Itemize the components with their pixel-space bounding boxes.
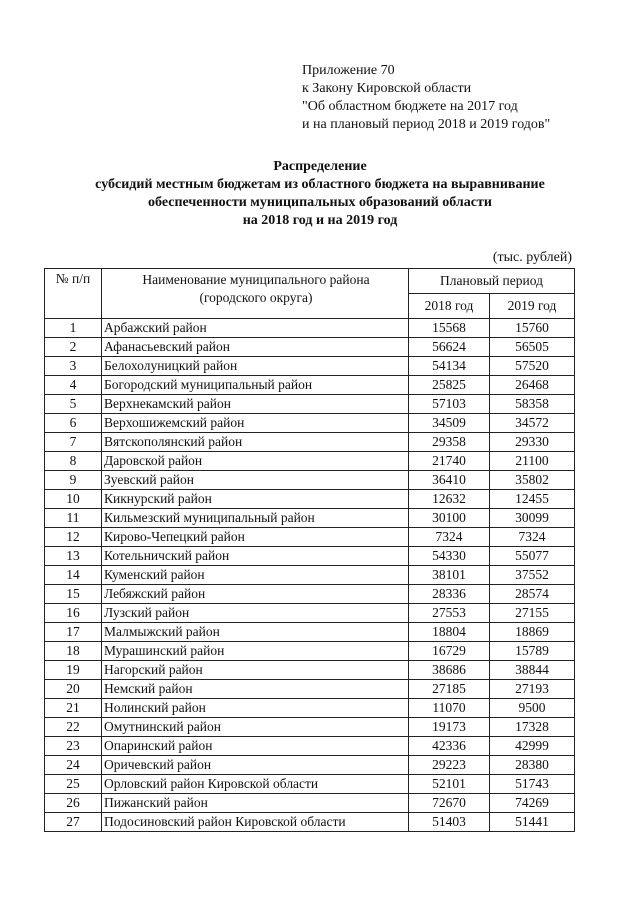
row-2019: 12455 — [490, 490, 575, 509]
subsidy-table — [44, 268, 575, 832]
appendix-line: и на плановый период 2018 и 2019 годов" — [302, 117, 551, 132]
row-name: Кирово-Чепецкий район — [102, 528, 409, 547]
appendix-line: "Об областном бюджете на 2017 год — [302, 99, 518, 114]
row-2018: 28336 — [409, 585, 490, 604]
row-2018: 25825 — [409, 376, 490, 395]
row-2018: 34509 — [409, 414, 490, 433]
row-name: Кильмезский муниципальный район — [102, 509, 409, 528]
title-line: Распределение — [273, 159, 367, 174]
appendix-block — [302, 62, 550, 134]
table-row — [45, 794, 575, 813]
table-row — [45, 775, 575, 794]
table-row — [45, 756, 575, 775]
row-name: Вятскополянский район — [102, 433, 409, 452]
row-2018: 54330 — [409, 547, 490, 566]
row-num: 7 — [45, 433, 102, 452]
row-num: 1 — [45, 319, 102, 338]
row-2019: 28574 — [490, 585, 575, 604]
table-row — [45, 813, 575, 832]
row-name: Куменский район — [102, 566, 409, 585]
row-2019: 57520 — [490, 357, 575, 376]
row-2019: 38844 — [490, 661, 575, 680]
title-line: обеспеченности муниципальных образований области — [148, 195, 492, 210]
row-num: 22 — [45, 718, 102, 737]
table-row — [45, 699, 575, 718]
row-2018: 21740 — [409, 452, 490, 471]
row-name: Орловский район Кировской области — [102, 775, 409, 794]
row-num: 17 — [45, 623, 102, 642]
row-2018: 27553 — [409, 604, 490, 623]
header-name-line1: Наименование муниципального района — [142, 272, 370, 287]
row-2018: 54134 — [409, 357, 490, 376]
row-num: 4 — [45, 376, 102, 395]
table-row — [45, 566, 575, 585]
row-name: Пижанский район — [102, 794, 409, 813]
row-name: Белохолуницкий район — [102, 357, 409, 376]
row-name: Омутнинский район — [102, 718, 409, 737]
row-name: Лебяжский район — [102, 585, 409, 604]
row-name: Нагорский район — [102, 661, 409, 680]
row-2019: 21100 — [490, 452, 575, 471]
row-num: 6 — [45, 414, 102, 433]
row-num: 8 — [45, 452, 102, 471]
header-num: № п/п — [45, 269, 102, 319]
row-num: 5 — [45, 395, 102, 414]
row-2019: 51441 — [490, 813, 575, 832]
row-num: 24 — [45, 756, 102, 775]
row-name: Малмыжский район — [102, 623, 409, 642]
row-2019: 15760 — [490, 319, 575, 338]
appendix-line: Приложение 70 — [302, 63, 395, 78]
table-row — [45, 490, 575, 509]
row-name: Арбажский район — [102, 319, 409, 338]
row-2019: 26468 — [490, 376, 575, 395]
table-row — [45, 547, 575, 566]
header-2019: 2019 год — [490, 294, 575, 319]
table-row — [45, 395, 575, 414]
title-line: субсидий местным бюджетам из областного бюджета на выравнивание — [95, 177, 545, 192]
row-2018: 57103 — [409, 395, 490, 414]
row-2018: 29223 — [409, 756, 490, 775]
row-name: Подосиновский район Кировской области — [102, 813, 409, 832]
row-2018: 38101 — [409, 566, 490, 585]
row-num: 14 — [45, 566, 102, 585]
header-name-line2: (городского округа) — [199, 290, 313, 305]
row-2019: 9500 — [490, 699, 575, 718]
row-num: 27 — [45, 813, 102, 832]
row-2019: 35802 — [490, 471, 575, 490]
row-num: 13 — [45, 547, 102, 566]
row-name: Афанасьевский район — [102, 338, 409, 357]
row-num: 15 — [45, 585, 102, 604]
row-2018: 19173 — [409, 718, 490, 737]
row-2018: 12632 — [409, 490, 490, 509]
table-row — [45, 528, 575, 547]
row-2019: 51743 — [490, 775, 575, 794]
row-name: Богородский муниципальный район — [102, 376, 409, 395]
row-name: Опаринский район — [102, 737, 409, 756]
header-2018: 2018 год — [409, 294, 490, 319]
row-2018: 72670 — [409, 794, 490, 813]
row-num: 16 — [45, 604, 102, 623]
row-2019: 37552 — [490, 566, 575, 585]
row-name: Верхошижемский район — [102, 414, 409, 433]
row-2018: 30100 — [409, 509, 490, 528]
row-2019: 55077 — [490, 547, 575, 566]
appendix-line: к Закону Кировской области — [302, 81, 472, 96]
table-row — [45, 642, 575, 661]
row-2018: 16729 — [409, 642, 490, 661]
row-2019: 29330 — [490, 433, 575, 452]
row-2018: 29358 — [409, 433, 490, 452]
table-row — [45, 433, 575, 452]
table-row — [45, 452, 575, 471]
table-row — [45, 623, 575, 642]
row-num: 23 — [45, 737, 102, 756]
table-row — [45, 737, 575, 756]
row-num: 26 — [45, 794, 102, 813]
table-body — [45, 319, 575, 832]
row-2019: 15789 — [490, 642, 575, 661]
row-2018: 7324 — [409, 528, 490, 547]
row-2019: 56505 — [490, 338, 575, 357]
row-2019: 34572 — [490, 414, 575, 433]
row-name: Оричевский район — [102, 756, 409, 775]
table-row — [45, 319, 575, 338]
row-name: Нолинский район — [102, 699, 409, 718]
table-row — [45, 718, 575, 737]
row-2018: 36410 — [409, 471, 490, 490]
row-name: Мурашинский район — [102, 642, 409, 661]
table-row — [45, 585, 575, 604]
table-row — [45, 414, 575, 433]
row-2019: 74269 — [490, 794, 575, 813]
row-num: 11 — [45, 509, 102, 528]
row-num: 10 — [45, 490, 102, 509]
row-2018: 38686 — [409, 661, 490, 680]
row-num: 21 — [45, 699, 102, 718]
row-name: Котельничский район — [102, 547, 409, 566]
row-num: 19 — [45, 661, 102, 680]
document-title — [30, 158, 610, 230]
table-row — [45, 357, 575, 376]
row-2018: 27185 — [409, 680, 490, 699]
row-2019: 7324 — [490, 528, 575, 547]
header-name — [102, 269, 409, 319]
row-2019: 30099 — [490, 509, 575, 528]
row-num: 3 — [45, 357, 102, 376]
row-num: 25 — [45, 775, 102, 794]
row-num: 9 — [45, 471, 102, 490]
row-2019: 28380 — [490, 756, 575, 775]
row-2019: 58358 — [490, 395, 575, 414]
units-label: (тыс. рублей) — [492, 250, 572, 265]
row-2019: 18869 — [490, 623, 575, 642]
row-2018: 15568 — [409, 319, 490, 338]
row-2018: 56624 — [409, 338, 490, 357]
row-name: Лузский район — [102, 604, 409, 623]
row-2018: 11070 — [409, 699, 490, 718]
table-row — [45, 661, 575, 680]
row-name: Зуевский район — [102, 471, 409, 490]
row-name: Верхнекамский район — [102, 395, 409, 414]
row-2019: 27155 — [490, 604, 575, 623]
row-num: 12 — [45, 528, 102, 547]
row-name: Кикнурский район — [102, 490, 409, 509]
table-row — [45, 338, 575, 357]
row-name: Немский район — [102, 680, 409, 699]
row-2018: 18804 — [409, 623, 490, 642]
row-2019: 27193 — [490, 680, 575, 699]
header-plan-period: Плановый период — [409, 269, 575, 294]
row-num: 2 — [45, 338, 102, 357]
row-2018: 52101 — [409, 775, 490, 794]
title-line: на 2018 год и на 2019 год — [242, 213, 398, 228]
table-row — [45, 604, 575, 623]
table-row — [45, 680, 575, 699]
table-row — [45, 376, 575, 395]
row-2018: 42336 — [409, 737, 490, 756]
table-row — [45, 471, 575, 490]
row-num: 20 — [45, 680, 102, 699]
row-2019: 17328 — [490, 718, 575, 737]
row-name: Даровской район — [102, 452, 409, 471]
row-2019: 42999 — [490, 737, 575, 756]
table-row — [45, 509, 575, 528]
row-2018: 51403 — [409, 813, 490, 832]
row-num: 18 — [45, 642, 102, 661]
